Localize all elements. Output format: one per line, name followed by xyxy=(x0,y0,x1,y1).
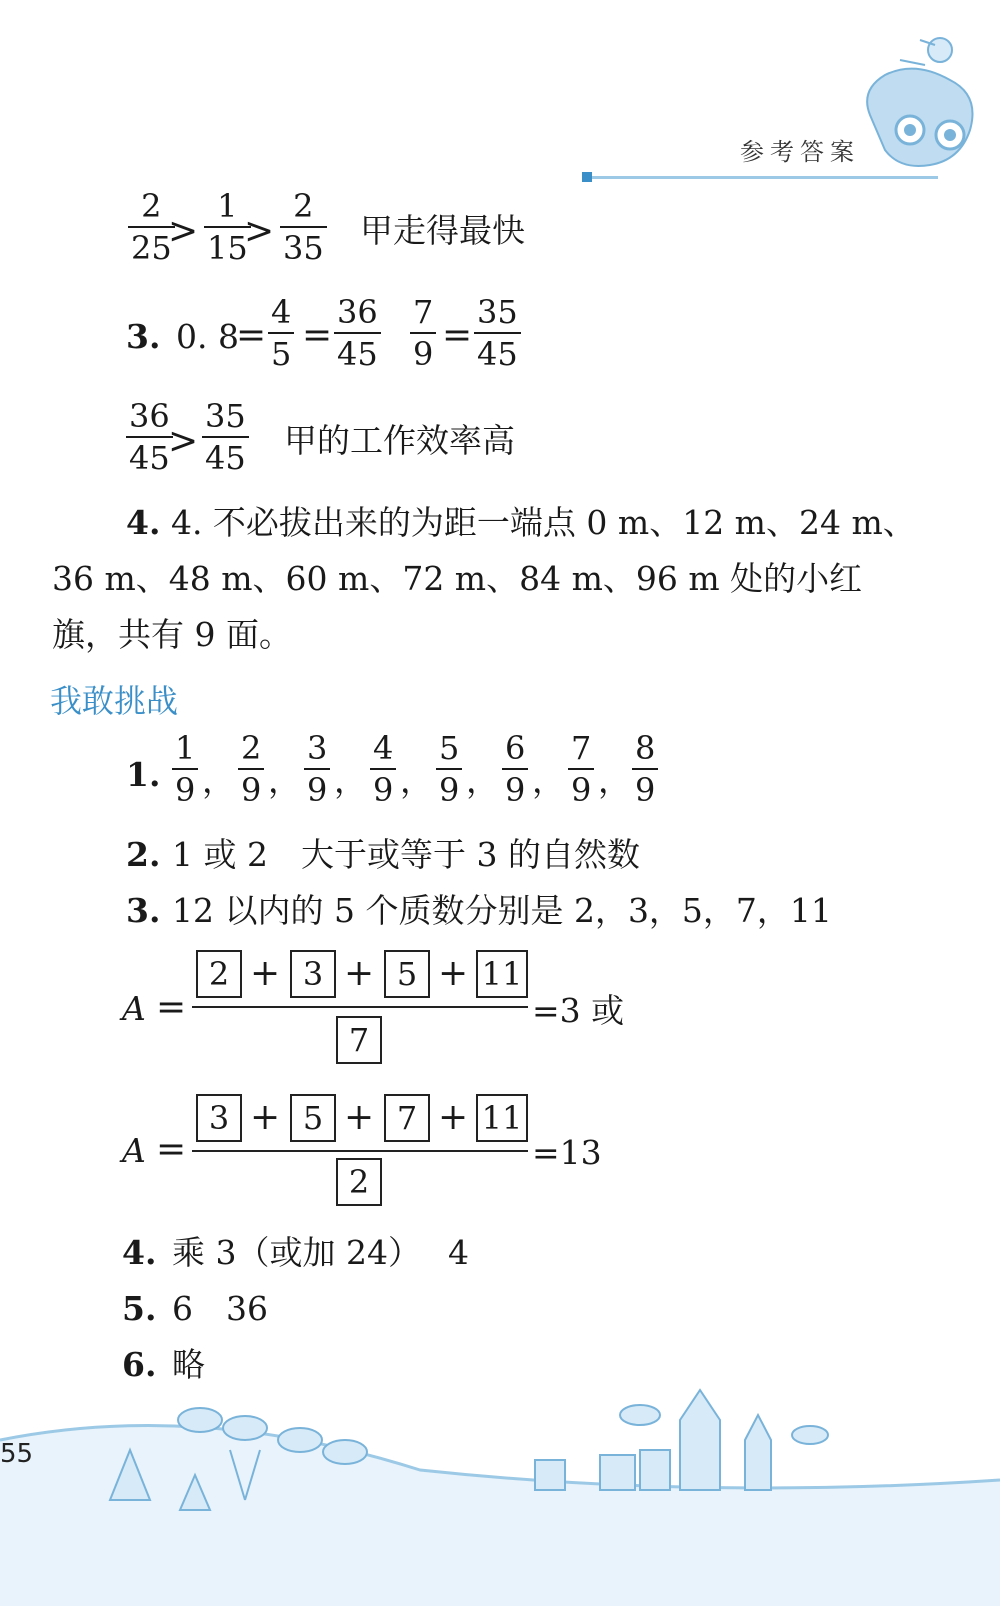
fraction: 36 45 xyxy=(334,296,381,370)
variable-a: A xyxy=(122,989,146,1028)
number-box: 5 xyxy=(290,1094,336,1142)
fraction-bar xyxy=(192,1006,528,1008)
comma: ， xyxy=(202,761,235,800)
equals-sign: = xyxy=(302,315,333,356)
page-number: 55 xyxy=(0,1439,34,1469)
formula2-result: =13 xyxy=(532,1133,602,1172)
number-box: 3 xyxy=(290,950,336,998)
c6-answer: 略 xyxy=(172,1345,205,1384)
number-box: 3 xyxy=(196,1094,242,1142)
fraction: 5 9 xyxy=(436,732,462,806)
number-box: 11 xyxy=(476,950,528,998)
line3b-conclusion: 甲的工作效率高 xyxy=(284,421,515,460)
decimal-value: 0. 8 xyxy=(176,317,239,356)
fraction: 8 9 xyxy=(632,732,658,806)
footer-illustration xyxy=(0,1380,1000,1606)
number-box: 7 xyxy=(336,1016,382,1064)
comma: ， xyxy=(268,761,301,800)
section-title: 我敢挑战 xyxy=(50,682,179,720)
c5-answer: 6 36 xyxy=(172,1289,268,1328)
comma: ， xyxy=(334,761,367,800)
greater-sign: > xyxy=(244,211,275,252)
item4-line3: 旗，共有 9 面。 xyxy=(52,615,292,654)
item-label: 6. xyxy=(122,1345,157,1384)
number-box: 2 xyxy=(196,950,242,998)
plus-sign: + xyxy=(250,1097,281,1138)
plus-sign: + xyxy=(250,953,281,994)
fraction: 2 9 xyxy=(238,732,264,806)
item-label: 3. xyxy=(126,891,161,930)
number-box: 11 xyxy=(476,1094,528,1142)
item-label: 4. xyxy=(122,1233,157,1272)
equals-sign: = xyxy=(236,315,267,356)
comma: ， xyxy=(400,761,433,800)
plus-sign: + xyxy=(438,953,469,994)
item4-line2: 36 m、48 m、60 m、72 m、84 m、96 m 处的小红 xyxy=(52,559,863,598)
fraction: 7 9 xyxy=(410,296,436,370)
fraction: 35 45 xyxy=(474,296,521,370)
fraction: 2 25 xyxy=(128,190,175,264)
number-box: 7 xyxy=(384,1094,430,1142)
header-rule-marker xyxy=(582,172,592,182)
plus-sign: + xyxy=(438,1097,469,1138)
formula1-result: =3 或 xyxy=(532,991,625,1030)
fraction-bar xyxy=(192,1150,528,1152)
equals-sign: = xyxy=(156,1129,187,1170)
comma: ， xyxy=(466,761,499,800)
fraction: 7 9 xyxy=(568,732,594,806)
header-decoration xyxy=(840,20,990,180)
c3-text: 12 以内的 5 个质数分别是 2，3，5，7，11 xyxy=(172,891,832,930)
c4-answer: 乘 3（或加 24） 4 xyxy=(172,1233,469,1272)
fraction: 4 9 xyxy=(370,732,396,806)
header-rule xyxy=(588,176,938,179)
fraction: 35 45 xyxy=(202,400,249,474)
fraction: 36 45 xyxy=(126,400,173,474)
equals-sign: = xyxy=(442,315,473,356)
c2-answer: 1 或 2 大于或等于 3 的自然数 xyxy=(172,835,640,874)
comma: ， xyxy=(598,761,631,800)
fraction: 2 35 xyxy=(280,190,327,264)
equals-sign: = xyxy=(156,987,187,1028)
fraction: 3 9 xyxy=(304,732,330,806)
line1-conclusion: 甲走得最快 xyxy=(360,211,525,250)
plus-sign: + xyxy=(344,953,375,994)
fraction: 1 9 xyxy=(172,732,198,806)
item-label: 5. xyxy=(122,1289,157,1328)
item4-line1: 4. 4. 不必拔出来的为距一端点 0 m、12 m、24 m、 xyxy=(126,503,916,542)
number-box: 5 xyxy=(384,950,430,998)
variable-a: A xyxy=(122,1131,146,1170)
number-box: 2 xyxy=(336,1158,382,1206)
item-label: 3. xyxy=(126,317,161,356)
comma: ， xyxy=(532,761,565,800)
header-title: 参考答案 xyxy=(740,138,860,166)
fraction: 4 5 xyxy=(268,296,294,370)
fraction: 1 15 xyxy=(204,190,251,264)
plus-sign: + xyxy=(344,1097,375,1138)
fraction: 6 9 xyxy=(502,732,528,806)
item-label: 2. xyxy=(126,835,161,874)
item-label: 1. xyxy=(126,755,161,794)
greater-sign: > xyxy=(168,421,199,462)
greater-sign: > xyxy=(168,211,199,252)
